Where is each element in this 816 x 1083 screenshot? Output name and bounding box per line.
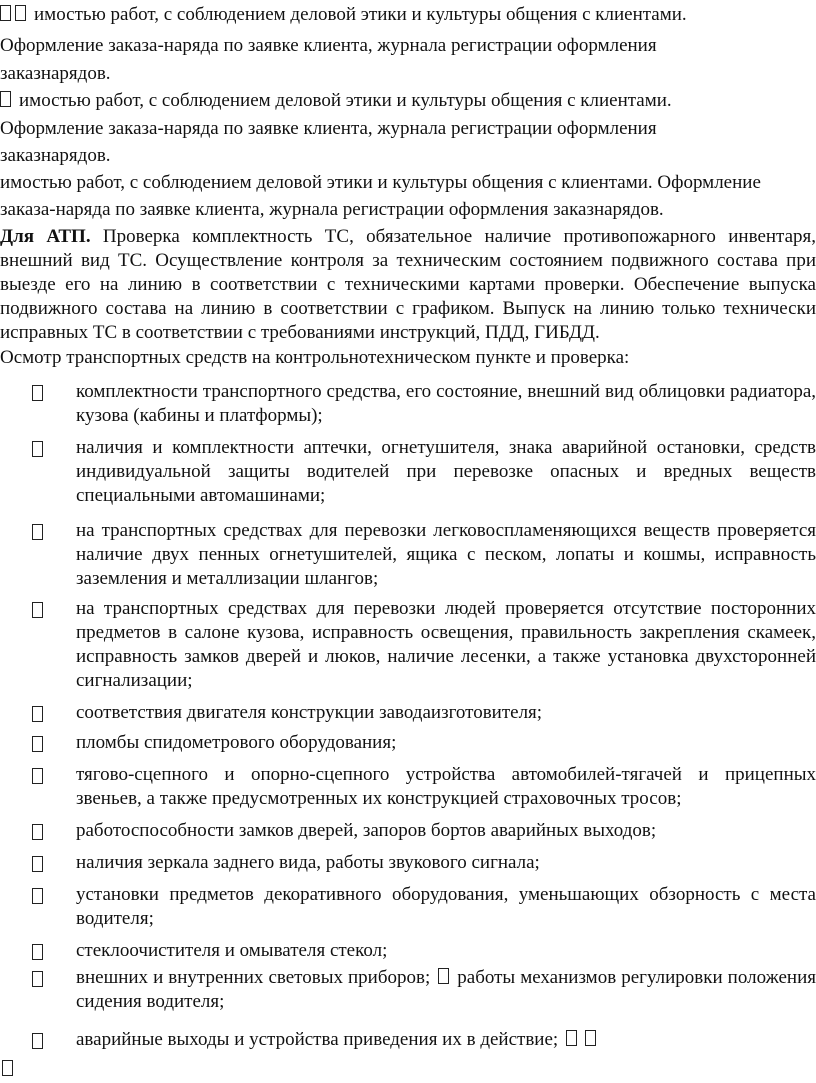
list-item-text-part: работы механизмов регулировки положения сидения водителя; (76, 967, 816, 1012)
text-line-content: заказнарядов. (0, 63, 111, 84)
bullet-box-icon (32, 524, 43, 540)
list-item-text: установки предметов декоративного оборудования, уменьшающих обзорность с места водителя; (76, 884, 816, 929)
missing-glyph-box (0, 91, 11, 107)
bullet-box-icon (32, 385, 43, 401)
missing-glyph-box (15, 5, 26, 21)
list-item-text (76, 1028, 816, 1052)
list-item-text (76, 966, 816, 1014)
list-item-text-part: внешних и внутренних световых приборов; (76, 967, 431, 988)
atp-label: Для АТП. (0, 226, 91, 247)
list-item-text-part: аварийные выходы и устройства приведения их в действие; (76, 1029, 559, 1050)
text-line (0, 144, 816, 168)
list-item-text: соответствия двигателя конструкции заводаизготовителя; (76, 702, 543, 723)
missing-glyph-box (585, 1030, 596, 1046)
missing-glyph-box (566, 1030, 577, 1046)
text-line-content: Оформление заказа-наряда по заявке клиента, журнала регистрации оформления (0, 118, 657, 139)
text-line (0, 3, 816, 27)
bullet-box-icon (32, 944, 43, 960)
list-item-text: наличия зеркала заднего вида, работы звукового сигнала; (76, 852, 540, 873)
text-line-content: Оформление заказа-наряда по заявке клиента, журнала регистрации оформления (0, 35, 657, 56)
list-item-text: тягово-сцепного и опорно-сцепного устройства автомобилей-тягачей и прицепных звеньев, а также предусмотренных их конструкцией страховочных тросов; (76, 764, 816, 809)
list-item-text: на транспортных средствах для перевозки легковоспламеняющихся веществ проверяется наличие двух пенных огнетушителей, ящика с песком, лопаты и кошмы, исправность заземления и металлизации шлангов; (76, 520, 816, 589)
bullet-box-icon (32, 768, 43, 784)
text-line-content: имостью работ, с соблюдением деловой этики и культуры общения с клиентами. Оформление (0, 172, 761, 193)
text-line (0, 198, 816, 222)
text-line (0, 117, 816, 141)
list-item-text: работоспособности замков дверей, запоров бортов аварийных выходов; (76, 820, 657, 841)
list-item-text: на транспортных средствах для перевозки людей проверяется отсутствие посторонних предметов в салоне кузова, исправность освещения, правильность закрепления скамеек, исправность замков дверей и люков, наличие лесенки, а также установка двухсторонней сигнализации; (76, 598, 816, 691)
atp-paragraph (0, 225, 816, 345)
list-item-text: наличия и комплектности аптечки, огнетушителя, знака аварийной остановки, средств индивидуальной защиты водителей при перевозке опасных и вредных веществ специальными автомашинами; (76, 437, 816, 506)
text-line (0, 34, 816, 58)
bullet-box-icon (32, 736, 43, 752)
bullet-box-icon (438, 968, 449, 984)
missing-glyph-box (0, 5, 11, 21)
bullet-box-icon (32, 1033, 43, 1049)
text-line (0, 171, 816, 195)
inspection-intro (0, 346, 816, 370)
list-item-text: стеклоочистителя и омывателя стекол; (76, 940, 388, 961)
bullet-box-icon (32, 824, 43, 840)
bullet-box-icon (32, 602, 43, 618)
inspection-intro-text: Осмотр транспортных средств на контрольнотехническом пункте и проверка: (0, 347, 630, 368)
list-item-text: комплектности транспортного средства, его состояние, внешний вид облицовки радиатора, кузова (кабины и платформы); (76, 381, 816, 426)
bullet-box-icon (32, 706, 43, 722)
bullet-box-icon (32, 888, 43, 904)
bullet-box-icon (32, 856, 43, 872)
bullet-box-icon (32, 441, 43, 457)
text-line-content: заказнарядов. (0, 145, 111, 166)
missing-glyph-box (2, 1060, 13, 1076)
atp-text: Проверка комплектность ТС, обязательное наличие противопожарного инвентаря, внешний вид ТС. Осуществление контроля за техническим состоянием подвижного состава при выезде его на линию в соответствии с техническими картами проверки. Обеспечение выпуска подвижного состава на линию в соответствии с графиком. Выпуск на линию только технически исправных ТС в соответствии с требованиями инструкций, ПДД, ГИБДД. (0, 226, 816, 343)
text-line-content: имостью работ, с соблюдением деловой этики и культуры общения с клиентами. (19, 90, 672, 111)
text-line (0, 89, 816, 113)
list-item-text: пломбы спидометрового оборудования; (76, 732, 397, 753)
text-line-content: заказа-наряда по заявке клиента, журнала регистрации оформления заказнарядов. (0, 199, 664, 220)
bullet-box-icon (32, 971, 43, 987)
text-line (0, 62, 816, 86)
text-line-content: имостью работ, с соблюдением деловой этики и культуры общения с клиентами. (34, 4, 687, 25)
